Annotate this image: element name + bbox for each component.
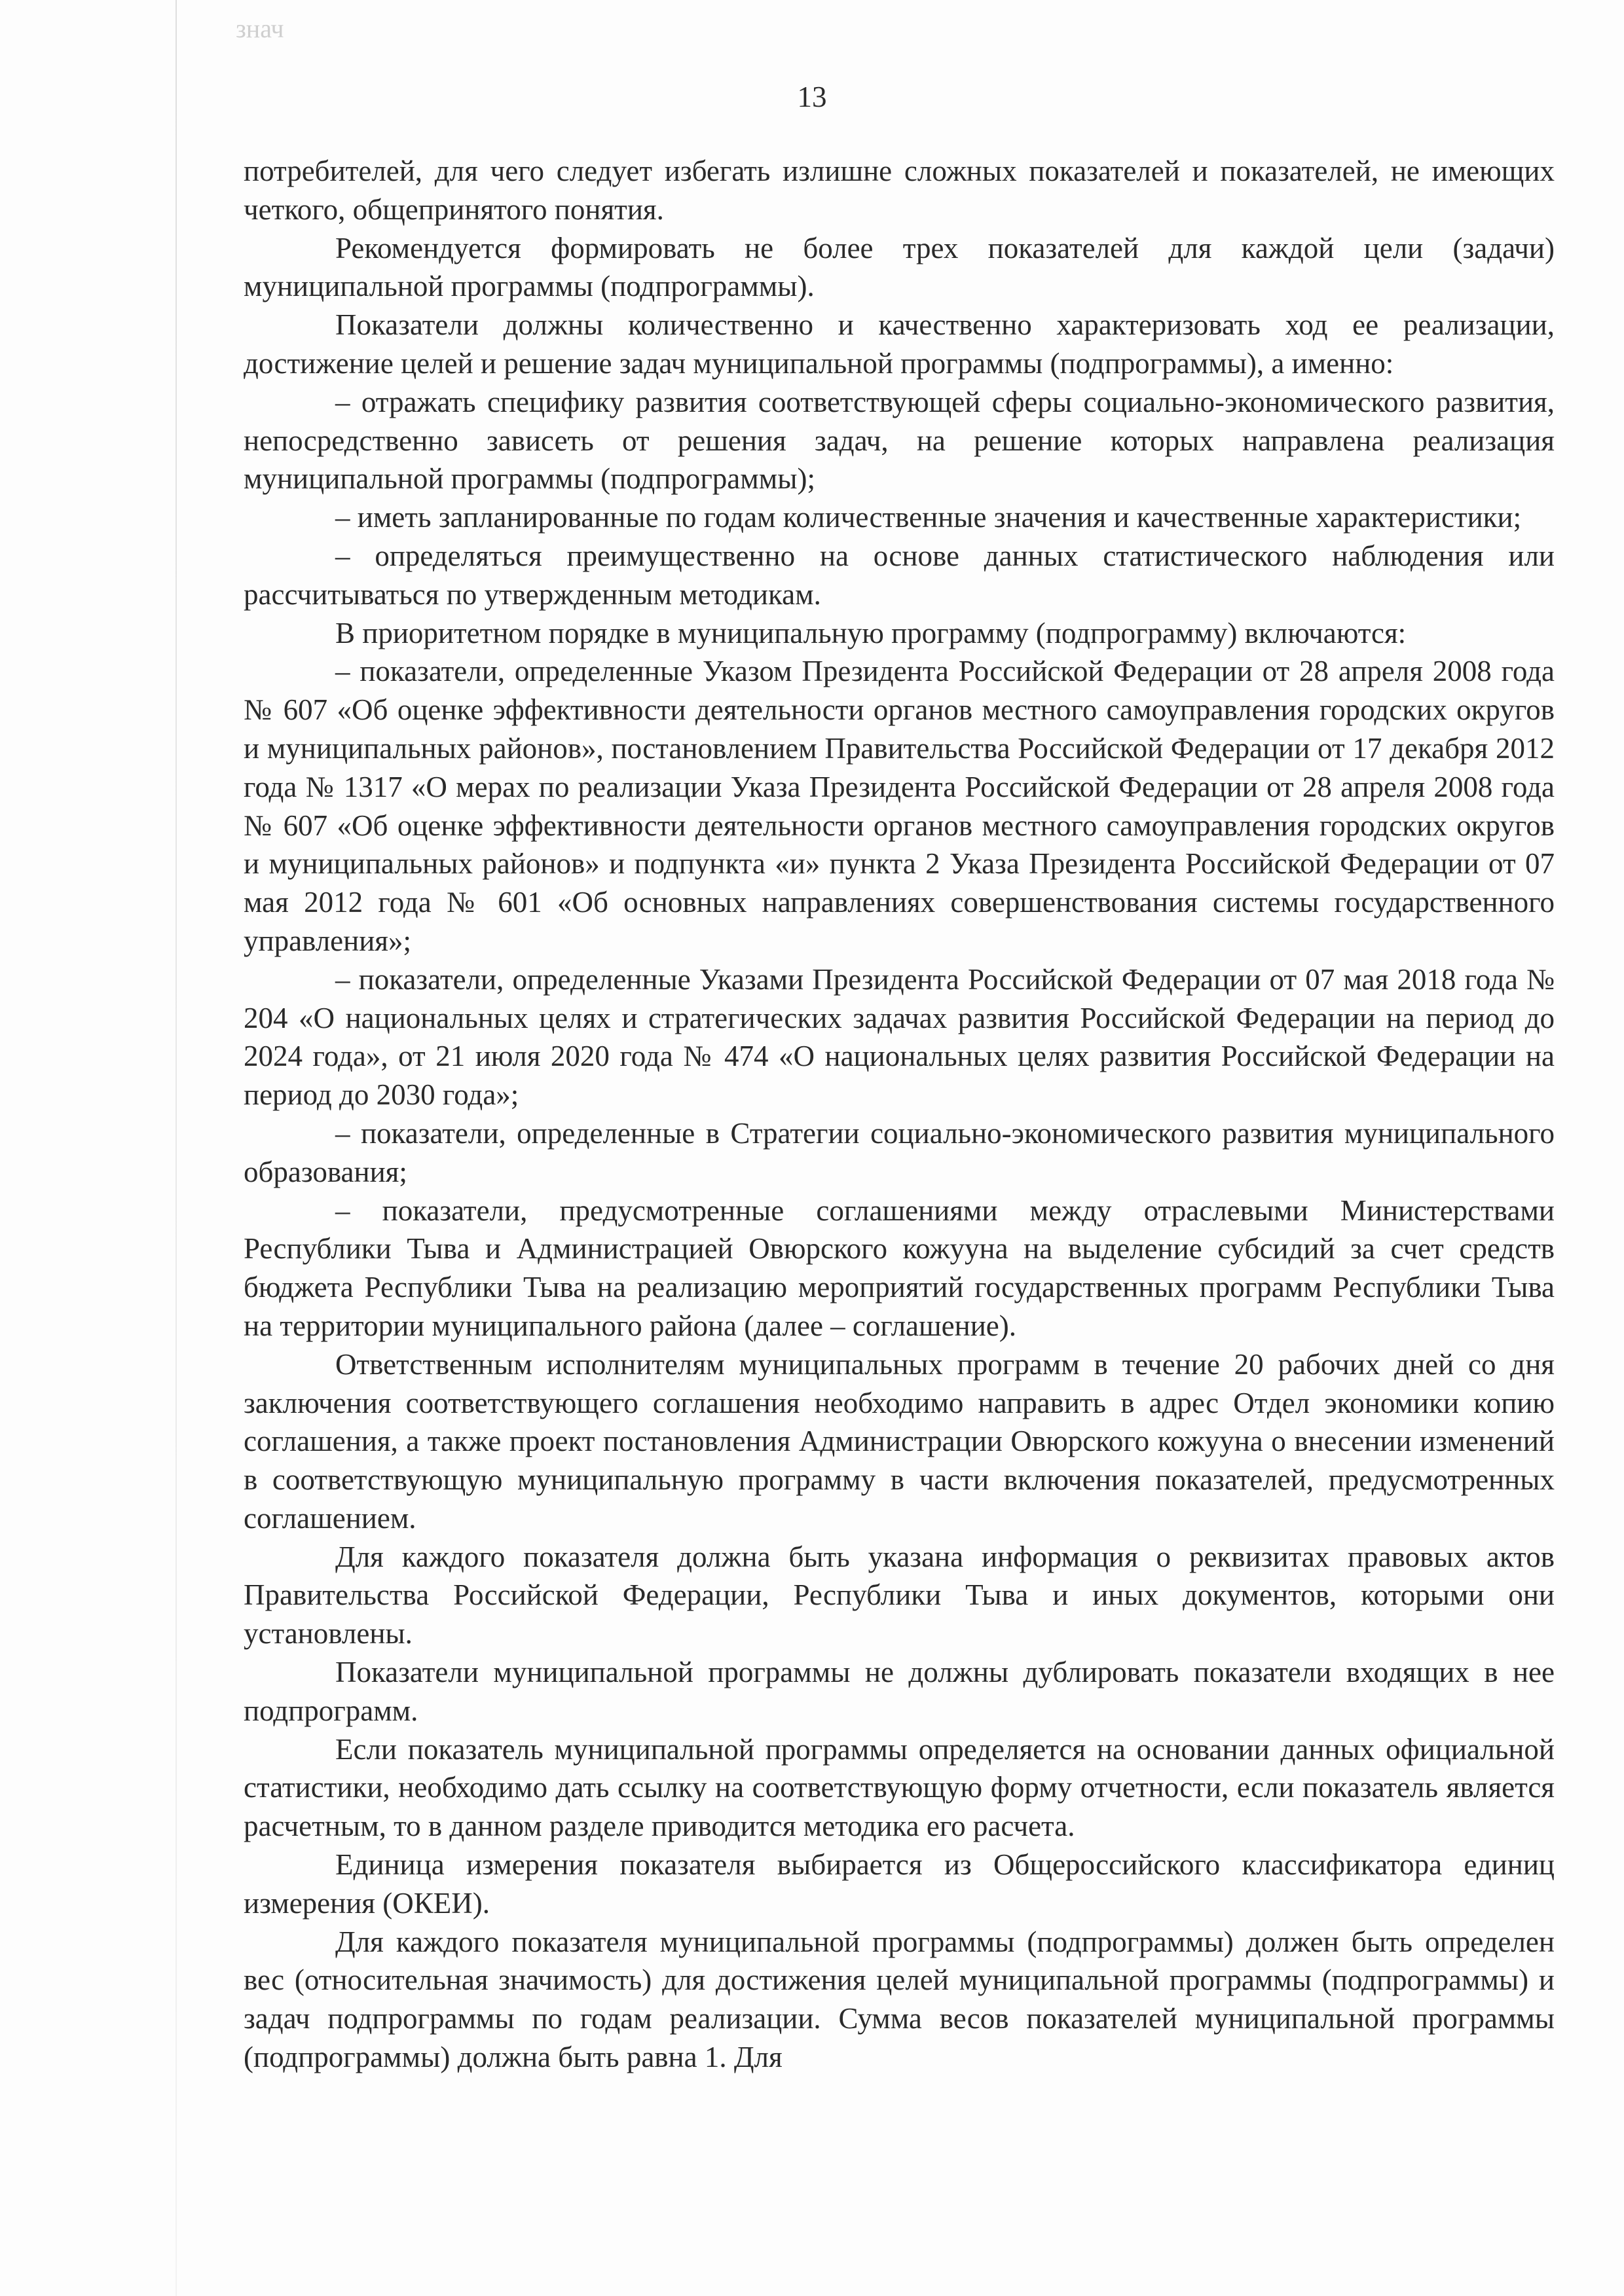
paragraph: Для каждого показателя должна быть указана информация о реквизитах правовых актов Правительства Российской Федерации, Республики Тыва и иных документов, которыми они установлены.	[244, 1540, 1555, 1650]
paragraph: Единица измерения показателя выбирается из Общероссийского классификатора единиц измерения (ОКЕИ).	[244, 1848, 1555, 1920]
paragraph: В приоритетном порядке в муниципальную программу (подпрограмму) включаются:	[335, 616, 1407, 649]
list-item: – определяться преимущественно на основе данных статистического наблюдения или рассчитываться по утвержденным методикам.	[244, 539, 1555, 611]
list-item: – отражать специфику развития соответствующей сферы социально-экономического развития, непосредственно зависеть от решения задач, на решение которых направлена реализация муниципальной программы (подпрограммы);	[244, 385, 1555, 496]
paragraph: Для каждого показателя муниципальной программы (подпрограммы) должен быть определен вес (относительная значимость) для достижения целей муниципальной программы (подпрограммы) и задач подпрограммы по годам реализации. Сумма весов показателей муниципальной программы (подпрограммы) должна быть равна 1. Для	[244, 1925, 1555, 2074]
paragraph: потребителей, для чего следует избегать излишне сложных показателей и показателей, не имеющих четкого, общепринятого понятия.	[244, 155, 1555, 226]
paragraph: Показатели муниципальной программы не должны дублировать показатели входящих в нее подпрограмм.	[244, 1656, 1555, 1727]
paragraph: Ответственным исполнителям муниципальных программ в течение 20 рабочих дней со дня заключения соответствующего соглашения необходимо направить в адрес Отдел экономики копию соглашения, а также проект постановления Администрации Овюрского кожууна о внесении изменений в соответствующую муниципальную программу в части включения показателей, предусмотренных соглашением.	[244, 1347, 1555, 1535]
page-number: 13	[797, 81, 827, 113]
paragraph: Если показатель муниципальной программы определяется на основании данных официальной статистики, необходимо дать ссылку на соответствующую форму отчетности, если показатель является расчетным, то в данном разделе приводится методика его расчета.	[244, 1732, 1555, 1843]
list-item: – показатели, определенные Указами Президента Российской Федерации от 07 мая 2018 года № 204 «О национальных целях и стратегических задачах развития Российской Федерации на период до 2024 года», от 21 июля 2020 года № 474 «О национальных целях развития Российской Федерации на период до 2030 года»;	[244, 962, 1555, 1112]
list-item: – иметь запланированные по годам количественные значения и качественные характеристики;	[335, 501, 1522, 534]
bleed-through-text: знач	[236, 14, 284, 43]
list-item: – показатели, предусмотренные соглашениями между отраслевыми Министерствами Республики Тыва и Администрацией Овюрского кожууна на выделение субсидий за счет средств бюджета Республики Тыва на реализацию мероприятий государственных программ Республики Тыва на территории муниципального района (далее – соглашение).	[244, 1194, 1555, 1342]
paragraph: Рекомендуется формировать не более трех показателей для каждой цели (задачи) муниципальной программы (подпрограммы).	[244, 231, 1555, 303]
list-item: – показатели, определенные Указом Президента Российской Федерации от 28 апреля 2008 года № 607 «Об оценке эффективности деятельности органов местного самоуправления городских округов и муниципальных районов», постановлением Правительства Российской Федерации от 17 декабря 2012 года № 1317 «О мерах по реализации Указа Президента Российской Федерации от 28 апреля 2008 года № 607 «Об оценке эффективности деятельности органов местного самоуправления городских округов и муниципальных районов» и подпункта «и» пункта 2 Указа Президента Российской Федерации от 07 мая 2012 года № 601 «Об основных направлениях совершенствования системы государственного управления»;	[244, 655, 1555, 957]
body-text	[244, 152, 1555, 2077]
list-item: – показатели, определенные в Стратегии социально-экономического развития муниципального образования;	[244, 1116, 1555, 1188]
paragraph: Показатели должны количественно и качественно характеризовать ход ее реализации, достижение целей и решение задач муниципальной программы (подпрограммы), а именно:	[244, 308, 1555, 380]
binder-edge-shadow	[175, 0, 177, 2296]
